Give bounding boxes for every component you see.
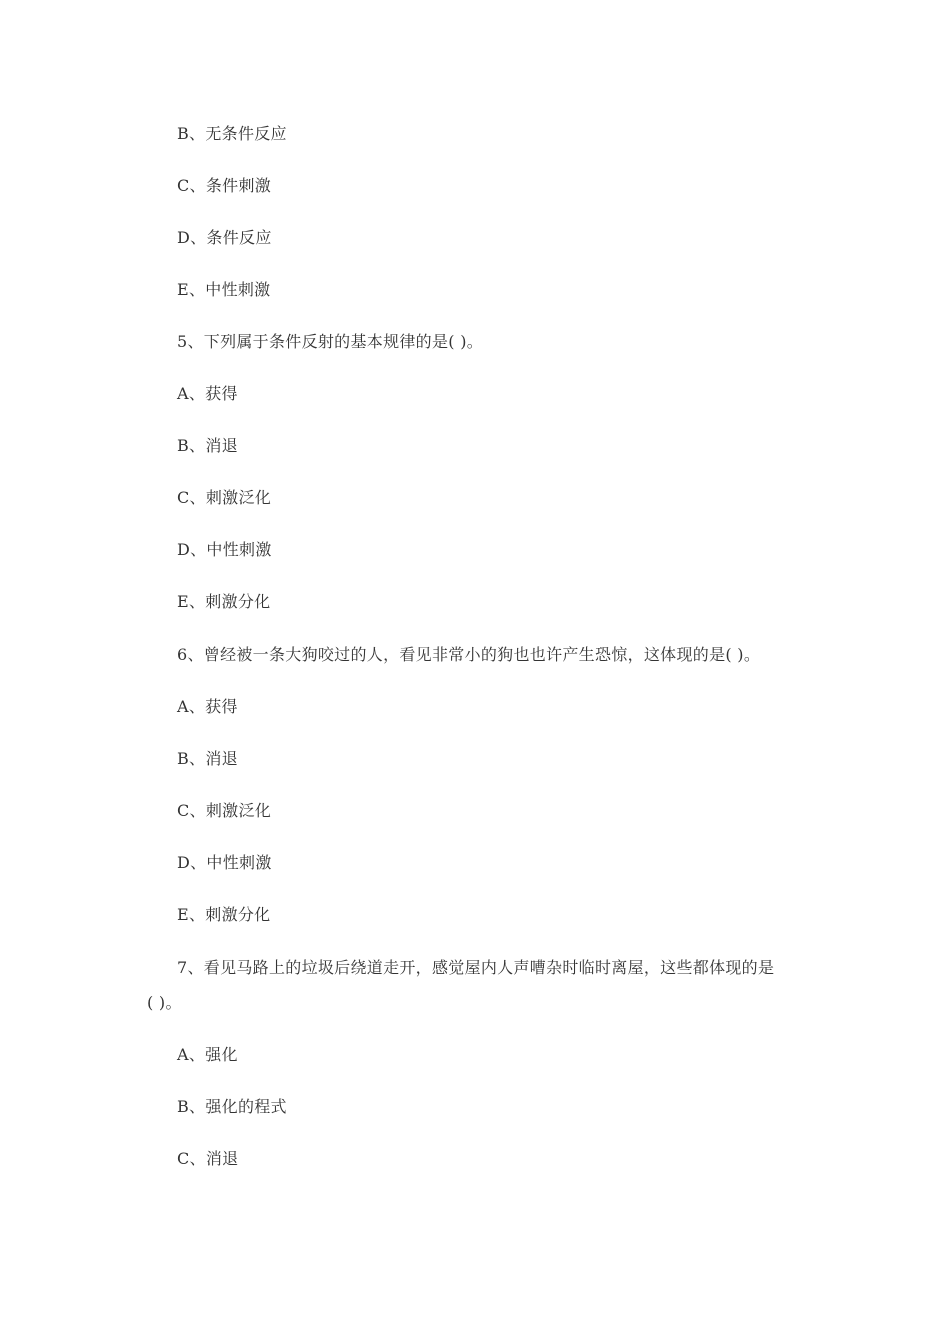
q5-option-a: A、获得 <box>177 384 238 403</box>
q5-option-c: C、刺激泛化 <box>177 488 272 507</box>
option-c-conditioned-stimulus: C、条件刺激 <box>177 176 272 195</box>
option-d-conditioned-response: D、条件反应 <box>177 228 272 247</box>
q6-option-b: B、消退 <box>177 749 238 768</box>
q7-option-a: A、强化 <box>177 1045 238 1064</box>
q7-option-b: B、强化的程式 <box>177 1097 287 1116</box>
option-b-unconditioned-response: B、无条件反应 <box>177 124 287 143</box>
q5-option-d: D、中性刺激 <box>177 540 272 559</box>
q7-option-c: C、消退 <box>177 1149 239 1168</box>
q6-option-a: A、获得 <box>177 697 238 716</box>
q6-option-c: C、刺激泛化 <box>177 801 272 820</box>
q6-option-e: E、刺激分化 <box>177 905 271 924</box>
question-7: 7、看见马路上的垃圾后绕道走开，感觉屋内人声嘈杂时临时离屋，这些都体现的是 <box>177 958 775 977</box>
q6-option-d: D、中性刺激 <box>177 853 272 872</box>
option-e-neutral-stimulus: E、中性刺激 <box>177 280 271 299</box>
q5-option-e: E、刺激分化 <box>177 592 271 611</box>
question-7-continuation: ( )。 <box>147 993 182 1012</box>
q5-option-b: B、消退 <box>177 436 238 455</box>
question-6: 6、曾经被一条大狗咬过的人，看见非常小的狗也也许产生恐惊，这体现的是( )。 <box>177 645 761 664</box>
question-5: 5、下列属于条件反射的基本规律的是( )。 <box>177 332 484 351</box>
